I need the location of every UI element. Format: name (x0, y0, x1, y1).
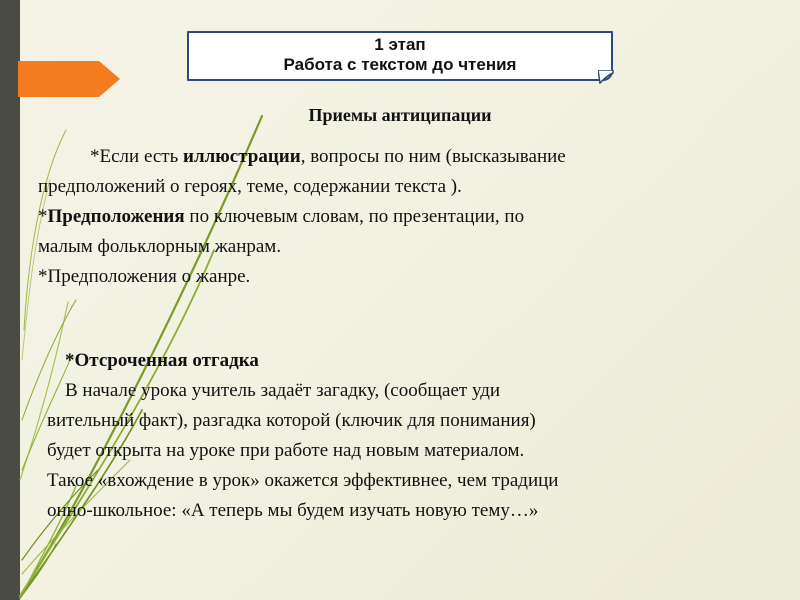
text-line: малым фольклорным жанрам. (38, 236, 282, 257)
delayed-riddle-text (47, 346, 787, 526)
stage-number: 1 этап (374, 35, 426, 54)
stage-title: Работа с текстом до чтения (283, 55, 517, 74)
delayed-riddle-title: *Отсроченная отгадка (65, 350, 259, 371)
text-line: В начале урока учитель задаёт загадку, (сообщает уди (65, 380, 501, 401)
section-heading: Приемы антиципации (308, 105, 492, 125)
text-line: будет открыта на уроке при работе над новым материалом. (47, 440, 525, 461)
text-line: предположений о героях, теме, содержании текста ). (38, 176, 462, 197)
page-fold-icon (598, 70, 614, 84)
anticipation-techniques-text (38, 142, 778, 292)
text-line: Такое «вхождение в урок» окажется эффективнее, чем традици (47, 470, 559, 491)
text-line: *Если есть иллюстрации, вопросы по ним (высказывание (90, 146, 566, 167)
text-line: вительный факт), разгадка которой (ключик для понимания) (47, 410, 536, 431)
text-line: онно-школьное: «А теперь мы будем изучать новую тему…» (47, 500, 539, 521)
text-line: *Предположения по ключевым словам, по презентации, по (38, 206, 525, 227)
stage-title-box (187, 31, 613, 81)
text-line: *Предположения о жанре. (38, 266, 251, 287)
